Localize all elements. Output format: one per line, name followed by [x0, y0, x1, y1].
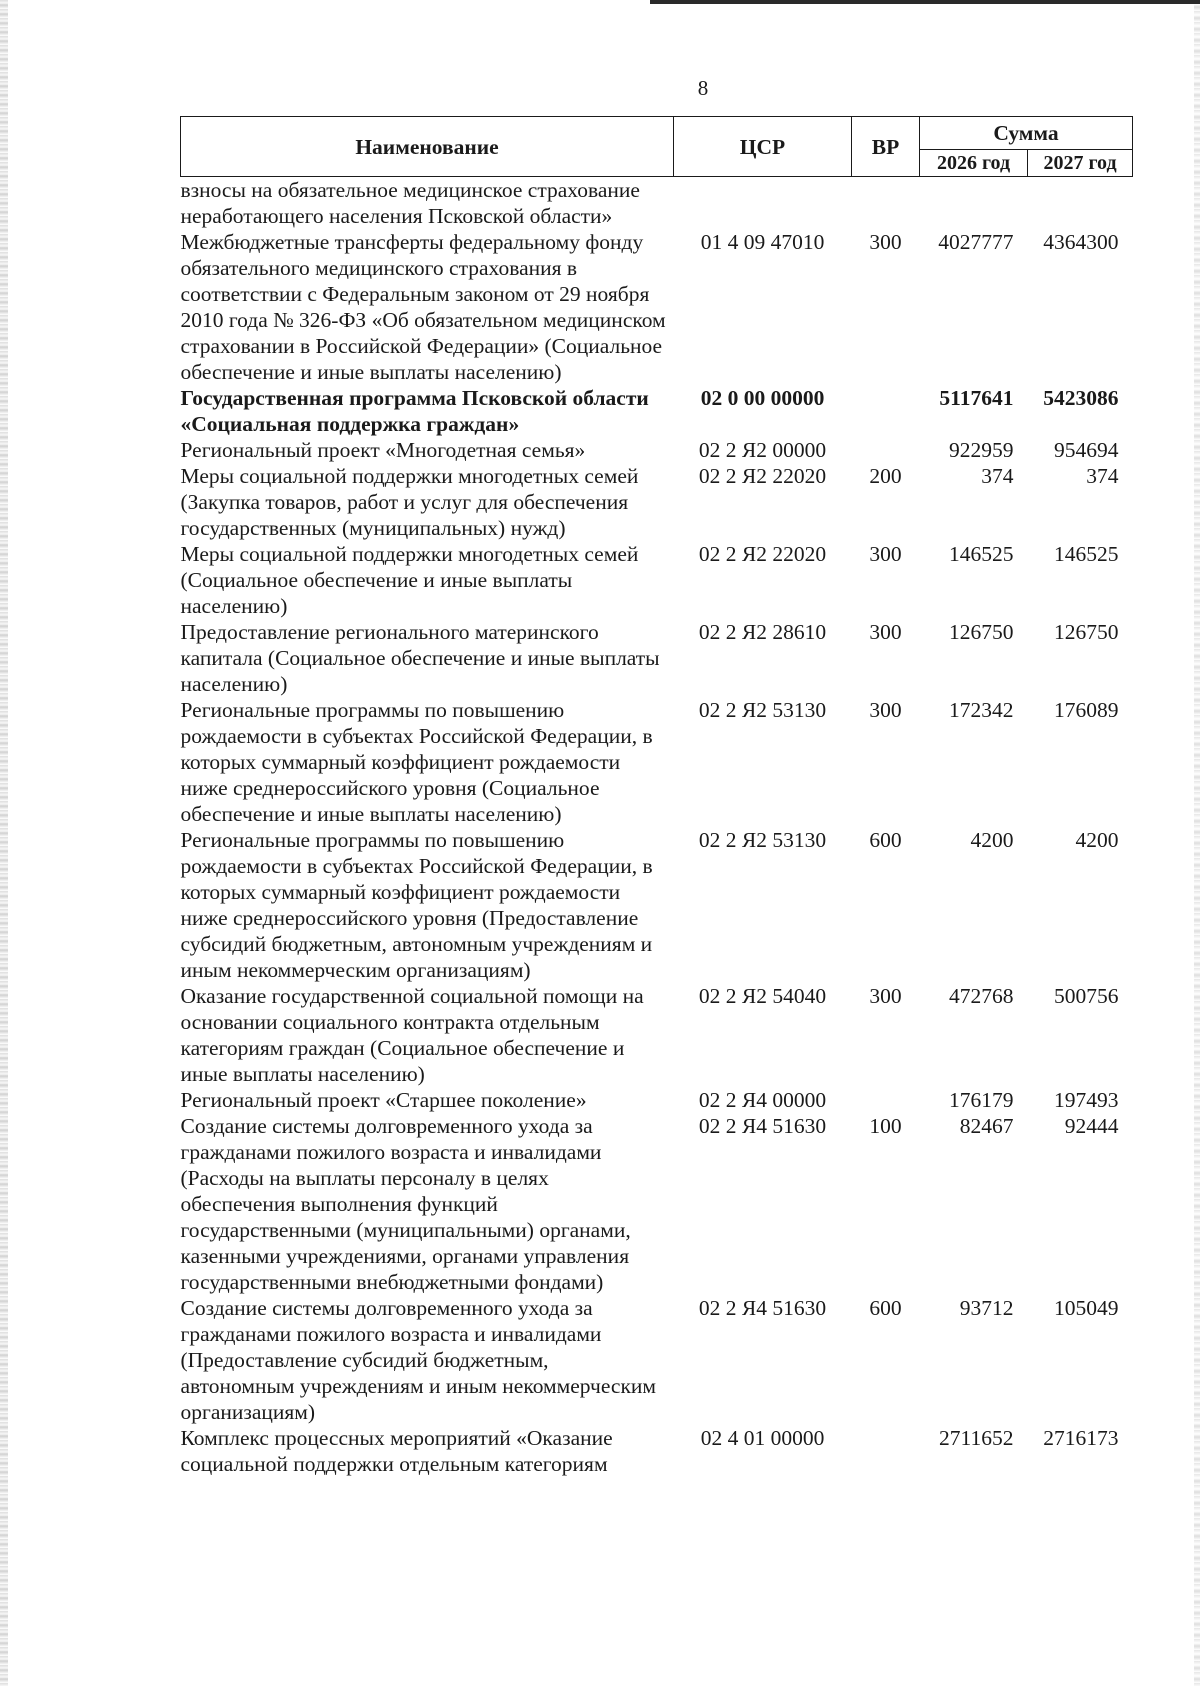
cell-csr: 02 2 Я4 51630	[698, 1296, 827, 1320]
cell-vr: 200	[869, 464, 902, 488]
cell-2026: 172342	[949, 698, 1014, 722]
cell-2027: 176089	[1054, 698, 1119, 722]
cell-2026: 82467	[959, 1114, 1014, 1138]
cell-vr	[852, 1425, 920, 1477]
cell-vr: 600	[869, 828, 902, 852]
cell-2027: 4364300	[1043, 230, 1119, 254]
cell-csr: 02 2 Я2 53130	[698, 828, 827, 852]
cell-2026: 472768	[949, 984, 1014, 1008]
cell-name: Меры социальной поддержки многодетных семей (Закупка товаров, работ и услуг для обеспечения государственных (муниципальных) нужд)	[180, 464, 639, 540]
table-header	[181, 117, 1133, 177]
cell-2027	[1028, 177, 1133, 230]
header-year-2027: 2027 год	[1028, 150, 1133, 177]
cell-vr: 300	[869, 620, 902, 644]
cell-vr	[852, 1087, 920, 1113]
header-year-2026: 2026 год	[920, 150, 1028, 177]
budget-table	[180, 116, 1133, 1477]
table-row	[181, 463, 1133, 541]
table-row	[181, 385, 1133, 437]
scan-edge-left	[0, 0, 8, 1686]
cell-name: Региональный проект «Многодетная семья»	[180, 438, 586, 462]
cell-2026: 176179	[949, 1088, 1014, 1112]
cell-2026: 126750	[949, 620, 1014, 644]
table-row	[181, 177, 1133, 230]
cell-name: Межбюджетные трансферты федеральному фонду обязательного медицинского страхования в соответствии с Федеральным законом от 29 ноября 2010 года № 326-ФЗ «Об обязательном медицинском страховании в Российской Федерации» (Социальное обеспечение и иные выплаты населению)	[180, 230, 666, 384]
header-csr: ЦСР	[674, 117, 852, 177]
cell-name: Оказание государственной социальной помощи на основании социального контракта отдельным категориям граждан (Социальное обеспечение и иные выплаты населению)	[180, 984, 644, 1086]
cell-name: Региональный проект «Старшее поколение»	[180, 1088, 587, 1112]
cell-2026: 93712	[959, 1296, 1014, 1320]
cell-csr: 02 2 Я2 22020	[698, 464, 827, 488]
cell-csr: 02 2 Я2 22020	[698, 542, 827, 566]
cell-name: Комплекс процессных мероприятий «Оказание социальной поддержки отдельным категориям	[180, 1426, 613, 1476]
table-row	[181, 1113, 1133, 1295]
cell-name: Предоставление регионального материнского капитала (Социальное обеспечение и иные выплаты населению)	[180, 620, 660, 696]
cell-vr: 300	[869, 984, 902, 1008]
table-row	[181, 1087, 1133, 1113]
cell-csr: 02 2 Я2 28610	[698, 620, 827, 644]
cell-vr: 100	[869, 1114, 902, 1138]
cell-vr: 600	[869, 1296, 902, 1320]
cell-2026: 922959	[949, 438, 1014, 462]
cell-2026: 146525	[949, 542, 1014, 566]
table-row	[181, 541, 1133, 619]
header-sum: Сумма	[920, 117, 1133, 150]
table-row	[181, 619, 1133, 697]
cell-csr	[674, 177, 852, 230]
scan-edge-right	[1194, 0, 1200, 1686]
table-row	[181, 229, 1133, 385]
cell-vr	[852, 385, 920, 437]
cell-2027: 146525	[1054, 542, 1119, 566]
cell-2026: 5117641	[939, 386, 1014, 410]
cell-vr	[852, 437, 920, 463]
cell-name: Создание системы долговременного ухода за гражданами пожилого возраста и инвалидами (Предоставление субсидий бюджетным, автономным учреждениям и иным некоммерческим организациям)	[180, 1296, 656, 1424]
cell-vr	[852, 177, 920, 230]
table-body	[181, 177, 1133, 1478]
cell-csr: 02 0 00 00000	[700, 386, 825, 410]
header-name: Наименование	[181, 117, 674, 177]
cell-2027: 2716173	[1043, 1426, 1119, 1450]
cell-csr: 02 2 Я4 00000	[698, 1088, 827, 1112]
cell-2027: 126750	[1054, 620, 1119, 644]
cell-2027: 105049	[1054, 1296, 1119, 1320]
cell-2026: 2711652	[939, 1426, 1014, 1450]
table-row	[181, 1425, 1133, 1477]
cell-csr: 02 2 Я2 00000	[698, 438, 827, 462]
cell-name: Региональные программы по повышению рождаемости в субъектах Российской Федерации, в которых суммарный коэффициент рождаемости ниже среднероссийского уровня (Предоставление субсидий бюджетным, автономным учреждениям и иным некоммерческим организациям)	[180, 828, 653, 982]
table-row	[181, 697, 1133, 827]
cell-2027: 92444	[1064, 1114, 1119, 1138]
table-row	[181, 1295, 1133, 1425]
header-vr: ВР	[852, 117, 920, 177]
cell-vr: 300	[869, 542, 902, 566]
cell-2026: 374	[981, 464, 1014, 488]
cell-csr: 01 4 09 47010	[700, 230, 825, 254]
cell-csr: 02 2 Я2 54040	[698, 984, 827, 1008]
cell-csr: 02 4 01 00000	[700, 1426, 825, 1450]
table-row	[181, 827, 1133, 983]
cell-2026: 4027777	[938, 230, 1014, 254]
cell-name: взносы на обязательное медицинское страхование неработающего населения Псковской области»	[180, 178, 640, 228]
cell-vr: 300	[869, 230, 902, 254]
cell-name: Меры социальной поддержки многодетных семей (Социальное обеспечение и иные выплаты населению)	[180, 542, 639, 618]
cell-name: Государственная программа Псковской области «Социальная поддержка граждан»	[180, 386, 649, 436]
cell-2027: 5423086	[1043, 386, 1119, 410]
cell-name: Региональные программы по повышению рождаемости в субъектах Российской Федерации, в которых суммарный коэффициент рождаемости ниже среднероссийского уровня (Социальное обеспечение и иные выплаты населению)	[180, 698, 653, 826]
cell-2026	[920, 177, 1028, 230]
page-number: 8	[697, 76, 709, 100]
cell-2027: 954694	[1054, 438, 1119, 462]
cell-2027: 374	[1086, 464, 1119, 488]
cell-vr: 300	[869, 698, 902, 722]
table-row	[181, 983, 1133, 1087]
cell-2026: 4200	[970, 828, 1014, 852]
table-row	[181, 437, 1133, 463]
budget-sheet	[180, 116, 1132, 1477]
cell-csr: 02 2 Я4 51630	[698, 1114, 827, 1138]
cell-name: Создание системы долговременного ухода за гражданами пожилого возраста и инвалидами (Расходы на выплаты персоналу в целях обеспечения выполнения функций государственными (муниципальными) органами, казенными учреждениями, органами управления государственными внебюджетными фондами)	[180, 1114, 631, 1294]
cell-csr: 02 2 Я2 53130	[698, 698, 827, 722]
scan-top-bar	[650, 0, 1200, 4]
cell-2027: 4200	[1075, 828, 1119, 852]
cell-2027: 500756	[1054, 984, 1119, 1008]
cell-2027: 197493	[1054, 1088, 1119, 1112]
